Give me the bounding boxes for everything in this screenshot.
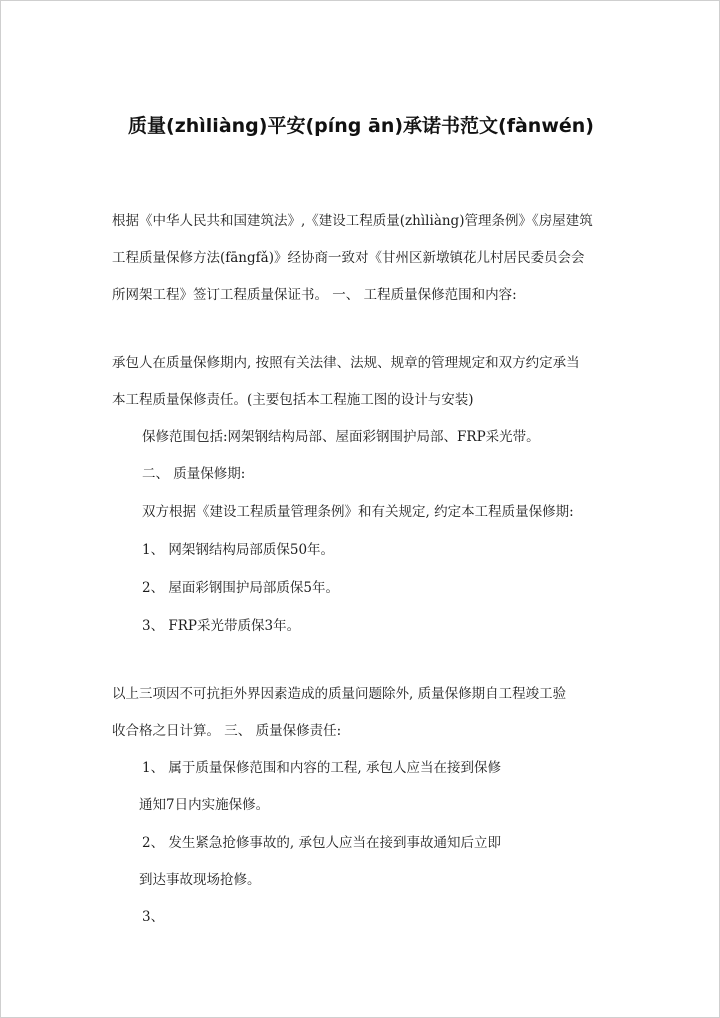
- section-heading: 二、 质量保修期:: [142, 466, 246, 482]
- list-item: 1、 属于质量保修范围和内容的工程, 承包人应当在接到保修: [142, 760, 501, 776]
- paragraph-line: 本工程质量保修责任。(主要包括本工程施工图的设计与安装): [112, 392, 474, 408]
- paragraph-line: 根据《中华人民共和国建筑法》,《建设工程质量(zhìliàng)管理条例》《房屋建筑: [112, 213, 593, 229]
- document-title: 质量(zhìliàng)平安(píng ān)承诺书范文(fànwén): [128, 115, 594, 137]
- paragraph-line: 保修范围包括:网架钢结构局部、屋面彩钢围护局部、FRP采光带。: [142, 429, 540, 445]
- paragraph-line: 通知7日内实施保修。: [139, 797, 270, 813]
- paragraph-line: 所网架工程》签订工程质量保证书。 一、 工程质量保修范围和内容:: [112, 287, 517, 303]
- list-item: 2、 发生紧急抢修事故的, 承包人应当在接到事故通知后立即: [142, 835, 501, 851]
- list-item: 2、 屋面彩钢围护局部质保5年。: [142, 580, 339, 596]
- paragraph-line: 收合格之日计算。 三、 质量保修责任:: [112, 723, 342, 739]
- paragraph-line: 承包人在质量保修期内, 按照有关法律、法规、规章的管理规定和双方约定承当: [112, 355, 580, 371]
- list-item: 3、 FRP采光带质保3年。: [142, 618, 301, 634]
- paragraph-line: 以上三项因不可抗拒外界因素造成的质量问题除外, 质量保修期自工程竣工验: [112, 686, 567, 702]
- list-item: 1、 网架钢结构局部质保50年。: [142, 542, 335, 558]
- paragraph-line: 工程质量保修方法(fāngfǎ)》经协商一致对《甘州区新墩镇花儿村居民委员会会: [112, 250, 585, 266]
- paragraph-line: 到达事故现场抢修。: [139, 872, 261, 888]
- list-item: 3、: [142, 909, 165, 925]
- paragraph-line: 双方根据《建设工程质量管理条例》和有关规定, 约定本工程质量保修期:: [142, 504, 574, 520]
